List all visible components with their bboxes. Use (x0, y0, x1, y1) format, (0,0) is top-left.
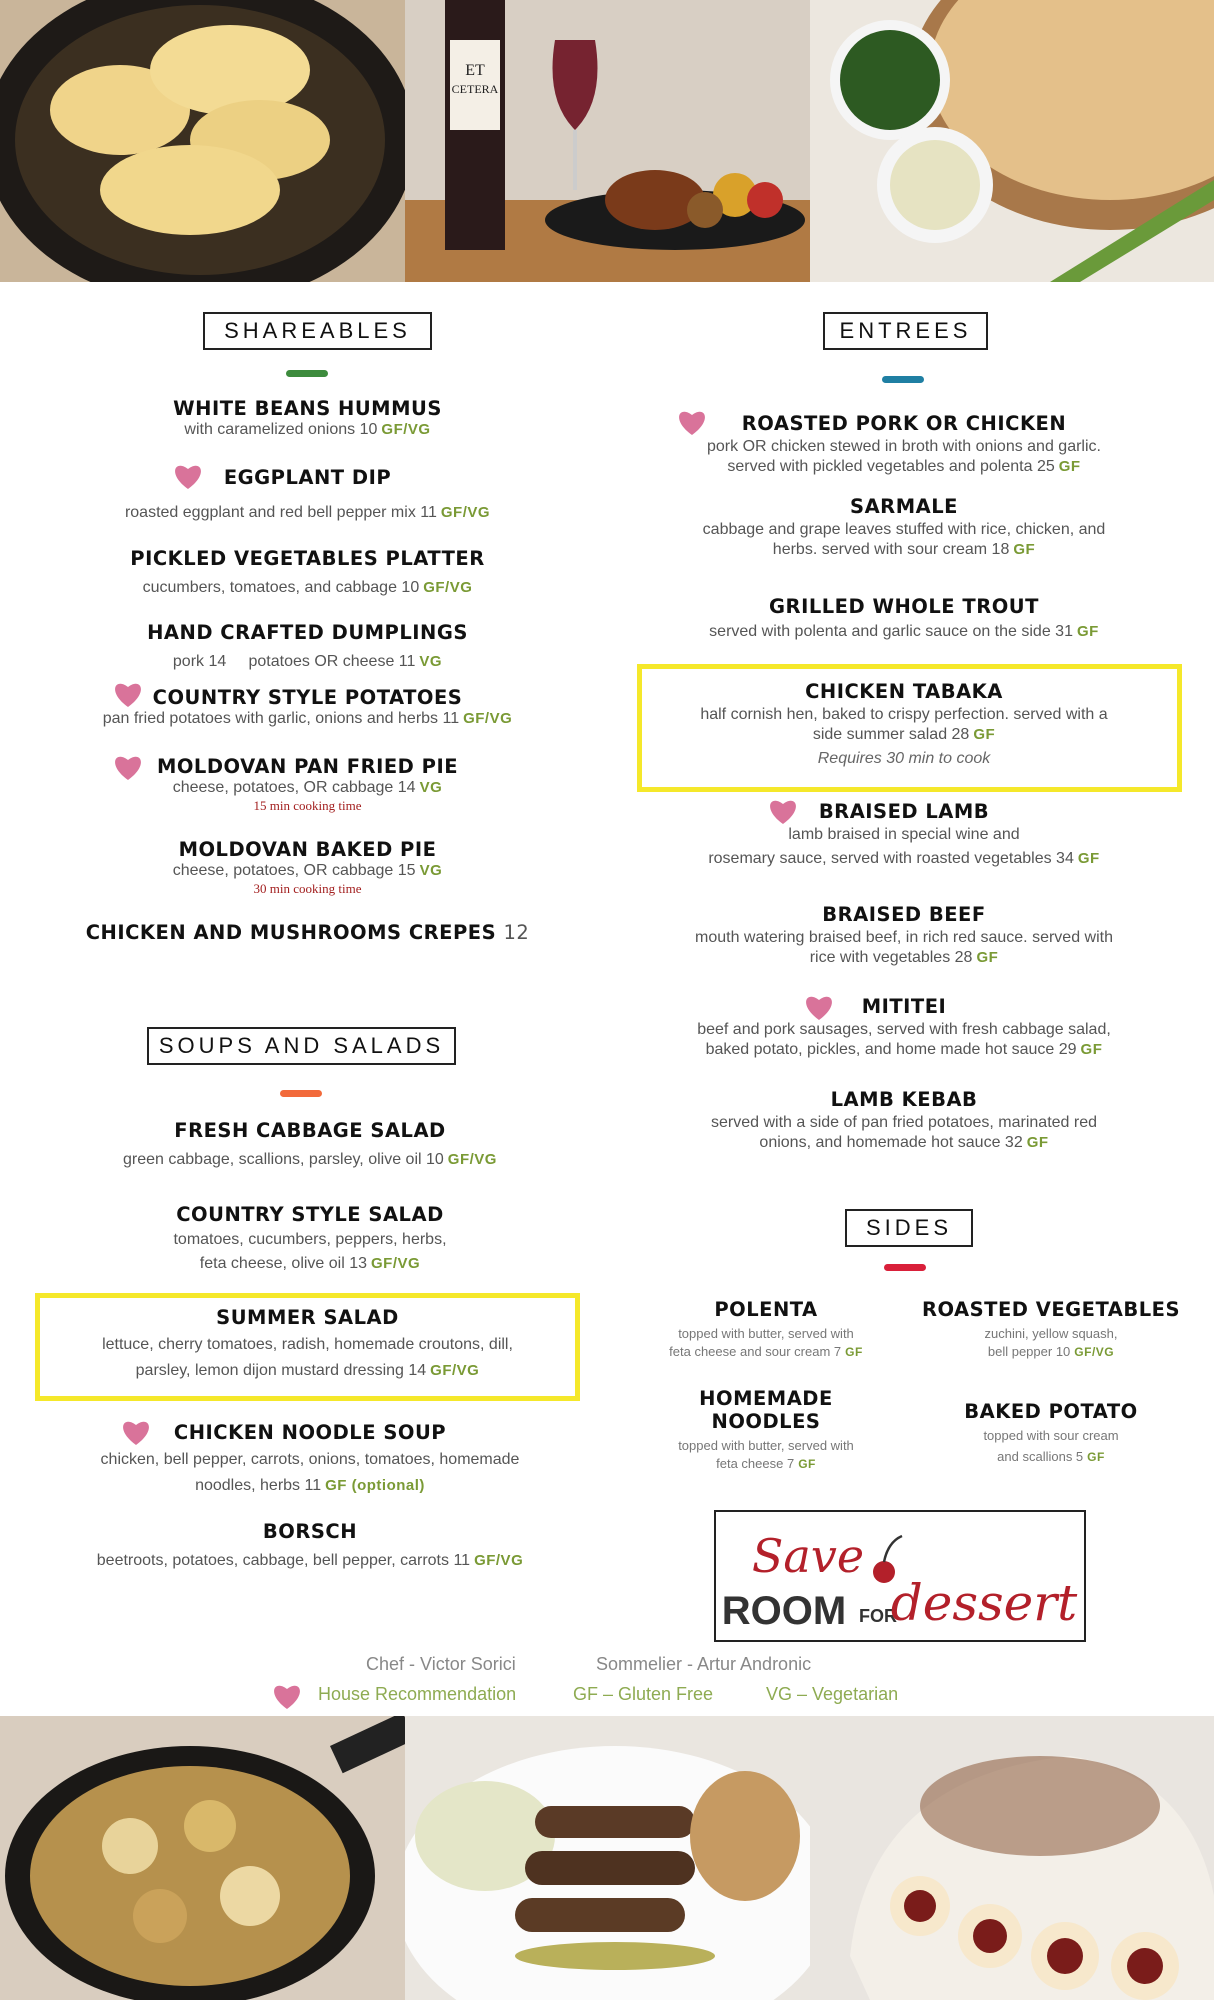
sides-item-roasted-vegetables (920, 1298, 1182, 1361)
bottom-photo-row (0, 1716, 1214, 2000)
shareables-item-baked-pie (70, 838, 545, 897)
item-desc-line2: onions, and homemade hot sauce 32 (759, 1134, 1023, 1151)
item-desc-line2: baked potato, pickles, and home made hot sauce 29 (705, 1041, 1077, 1058)
item-desc-line2: feta cheese and sour cream 7 (669, 1344, 842, 1359)
item-tag: GF/VG (430, 1362, 480, 1379)
shareables-item-hummus (70, 397, 545, 440)
item-tag: VG (419, 653, 443, 670)
item-tag: GF/VG (371, 1255, 421, 1272)
item-name: HAND CRAFTED DUMPLINGS (147, 621, 468, 644)
sides-heading: SIDES (845, 1209, 973, 1247)
shareables-item-crepes (70, 921, 545, 944)
entrees-accent-bar (882, 376, 924, 383)
item-name: BRAISED LAMB (818, 800, 990, 823)
item-desc-line1: served with a side of pan fried potatoes, marinated red (711, 1114, 1097, 1131)
item-desc-line1: zuchini, yellow squash, (984, 1326, 1118, 1341)
shareables-item-eggplant-dip (70, 466, 545, 523)
item-desc: green cabbage, scallions, parsley, olive oil 10 (123, 1151, 444, 1168)
soups-item-summer-salad (45, 1306, 570, 1381)
item-name: CHICKEN AND MUSHROOMS CREPES (85, 921, 497, 944)
shareables-heading: SHAREABLES (203, 312, 432, 350)
item-name: CHICKEN TABAKA (805, 680, 1003, 703)
item-tag: GF (973, 726, 996, 743)
item-name: WHITE BEANS HUMMUS (173, 397, 442, 420)
item-name: EGGPLANT DIP (223, 466, 392, 489)
item-desc: with caramelized onions 10 (184, 421, 378, 438)
item-desc-line1: pork OR chicken stewed in broth with onions and garlic. (707, 438, 1101, 455)
item-desc-line2: rice with vegetables 28 (809, 949, 973, 966)
item-tag: VG (419, 779, 443, 796)
dessert-line1: Save (751, 1529, 865, 1583)
item-name: SARMALE (850, 495, 958, 518)
item-tag: GF/VG (463, 710, 513, 727)
cooking-time-note: Requires 30 min to cook (817, 750, 991, 767)
item-desc-line1: tomatoes, cucumbers, peppers, herbs, (173, 1231, 447, 1248)
item-tag: VG (419, 862, 443, 879)
item-desc-line1: mouth watering braised beef, in rich red sauce. served with (695, 929, 1113, 946)
item-name: COUNTRY STYLE SALAD (176, 1203, 444, 1226)
item-desc-line1: topped with sour cream (983, 1428, 1119, 1443)
sides-item-polenta (640, 1298, 892, 1361)
shareables-item-pan-fried-pie (70, 755, 545, 814)
wine-label-line1: ET (465, 62, 485, 79)
item-name-line2: NOODLES (711, 1410, 821, 1433)
item-tag: GF/VG (447, 1151, 497, 1168)
item-desc-line1: half cornish hen, baked to crispy perfection. served with a (700, 706, 1108, 723)
soups-heading: SOUPS AND SALADS (147, 1027, 456, 1065)
item-tag: GF/VG (474, 1552, 524, 1569)
item-desc: pan fried potatoes with garlic, onions and herbs 11 (102, 710, 460, 727)
photo-pie (810, 0, 1214, 282)
item-desc: cheese, potatoes, OR cabbage 14 (172, 779, 416, 796)
item-desc-line2: and scallions 5 (997, 1449, 1084, 1464)
dessert-line4: dessert (890, 1574, 1078, 1632)
item-desc-line1: chicken, bell pepper, carrots, onions, tomatoes, homemade (100, 1451, 520, 1468)
entrees-item-braised-beef (650, 903, 1158, 968)
entrees-item-lamb-kebab (650, 1088, 1158, 1153)
item-tag: GF (1087, 1450, 1105, 1464)
shareables-accent-bar (286, 370, 328, 377)
item-desc-line2: parsley, lemon dijon mustard dressing 14 (135, 1362, 427, 1379)
sides-item-homemade-noodles (640, 1387, 892, 1473)
legend-heart-icon (272, 1682, 302, 1710)
item-price: 12 (503, 921, 530, 944)
item-name: MITITEI (861, 995, 947, 1018)
sides-item-baked-potato (920, 1400, 1182, 1466)
item-tag: GF (optional) (325, 1477, 425, 1494)
item-tag: GF (1080, 1041, 1103, 1058)
photo-dessert-crepes (810, 1716, 1214, 2000)
item-name-line1: HOMEMADE (699, 1387, 833, 1410)
cooking-time-note: 15 min cooking time (253, 798, 362, 813)
entrees-heading: ENTREES (823, 312, 988, 350)
wine-label-line2: CETERA (451, 82, 499, 96)
soups-item-cabbage-salad (60, 1119, 560, 1170)
legend-vegetarian: VG – Vegetarian (766, 1684, 899, 1704)
item-desc-line2: feta cheese 7 (716, 1456, 795, 1471)
item-tag: GF (1076, 623, 1099, 640)
item-name: ROASTED VEGETABLES (921, 1298, 1181, 1321)
item-name: CHICKEN NOODLE SOUP (173, 1421, 447, 1444)
item-name: SUMMER SALAD (216, 1306, 399, 1329)
item-tag: GF (976, 949, 999, 966)
item-tag: GF (1058, 458, 1081, 475)
dessert-line2: ROOM (721, 1589, 847, 1633)
dessert-line3: FOR (859, 1606, 897, 1626)
legend-gluten-free: GF – Gluten Free (573, 1684, 714, 1704)
entrees-item-chicken-tabaka (650, 680, 1158, 768)
item-desc-line1: lamb braised in special wine and (788, 826, 1020, 843)
soups-item-chicken-noodle (50, 1421, 570, 1496)
item-desc-line1: cabbage and grape leaves stuffed with rice, chicken, and (702, 521, 1106, 538)
item-tag: GF (1026, 1134, 1049, 1151)
sides-accent-bar (884, 1264, 926, 1271)
item-name: MOLDOVAN BAKED PIE (178, 838, 437, 861)
item-desc-line2: side summer salad 28 (812, 726, 970, 743)
shareables-item-pickled-platter (70, 547, 545, 598)
photo-mititei-plate (405, 1716, 810, 2000)
item-name: PICKLED VEGETABLES PLATTER (130, 547, 485, 570)
photo-fried-potatoes (0, 1716, 405, 2000)
item-desc: cucumbers, tomatoes, and cabbage 10 (142, 579, 420, 596)
item-name: LAMB KEBAB (830, 1088, 978, 1111)
item-desc-line1: topped with butter, served with (678, 1438, 854, 1453)
cherry-icon (873, 1561, 895, 1583)
item-desc-line2: bell pepper 10 (987, 1344, 1071, 1359)
item-desc: cheese, potatoes, OR cabbage 15 (172, 862, 416, 879)
item-name: MOLDOVAN PAN FRIED PIE (156, 755, 459, 778)
entrees-item-sarmale (650, 495, 1158, 560)
shareables-item-country-potatoes (50, 686, 565, 729)
photo-wine-and-stew (405, 0, 810, 282)
item-name: COUNTRY STYLE POTATOES (152, 686, 463, 709)
item-name: ROASTED PORK OR CHICKEN (741, 412, 1067, 435)
item-desc-line1: beef and pork sausages, served with fresh cabbage salad, (697, 1021, 1111, 1038)
item-tag: GF (845, 1345, 863, 1359)
save-room-for-dessert-box (714, 1510, 1086, 1642)
entrees-item-roasted-pork (650, 412, 1158, 477)
item-desc-line2: herbs. served with sour cream 18 (772, 541, 1010, 558)
shareables-item-dumplings (70, 621, 545, 672)
item-desc-line2: feta cheese, olive oil 13 (199, 1255, 368, 1272)
item-name: BRAISED BEEF (822, 903, 986, 926)
item-tag: GF/VG (423, 579, 473, 596)
photo-dumplings (0, 0, 405, 282)
item-name: GRILLED WHOLE TROUT (769, 595, 1039, 618)
soups-item-country-salad (60, 1203, 560, 1274)
item-tag: GF (798, 1457, 816, 1471)
item-tag: GF/VG (440, 504, 491, 521)
legend-house-recommendation: House Recommendation (318, 1684, 517, 1704)
sommelier-credit: Sommelier - Artur Andronic (596, 1654, 812, 1674)
entrees-item-braised-lamb (650, 800, 1158, 869)
item-tag: GF (1077, 850, 1100, 867)
entrees-item-trout (650, 595, 1158, 642)
cooking-time-note: 30 min cooking time (253, 881, 362, 896)
entrees-item-mititei (650, 995, 1158, 1060)
item-name: BORSCH (262, 1520, 358, 1543)
top-photo-row (0, 0, 1214, 282)
item-tag: GF (1013, 541, 1036, 558)
soups-accent-bar (280, 1090, 322, 1097)
item-desc: beetroots, potatoes, cabbage, bell pepper, carrots 11 (96, 1552, 471, 1569)
item-desc-line2: noodles, herbs 11 (195, 1477, 322, 1494)
item-tag: GF/VG (381, 421, 431, 438)
item-desc-line2: served with pickled vegetables and polenta 25 (727, 458, 1055, 475)
item-desc: roasted eggplant and red bell pepper mix 11 (124, 504, 437, 521)
dessert-lettering (716, 1512, 1084, 1640)
item-name: BAKED POTATO (964, 1400, 1138, 1423)
chef-credit: Chef - Victor Sorici (366, 1654, 516, 1674)
item-desc-line1: topped with butter, served with (678, 1326, 854, 1341)
item-desc: pork 14 potatoes OR cheese 11 (172, 653, 416, 670)
item-tag: GF/VG (1074, 1345, 1115, 1359)
item-name: FRESH CABBAGE SALAD (174, 1119, 446, 1142)
item-desc-line1: lettuce, cherry tomatoes, radish, homemade croutons, dill, (102, 1336, 513, 1353)
item-name: POLENTA (714, 1298, 818, 1321)
item-desc: served with polenta and garlic sauce on the side 31 (709, 623, 1073, 640)
item-desc-line2: rosemary sauce, served with roasted vegetables 34 (708, 850, 1074, 867)
soups-item-borsch (50, 1520, 570, 1571)
